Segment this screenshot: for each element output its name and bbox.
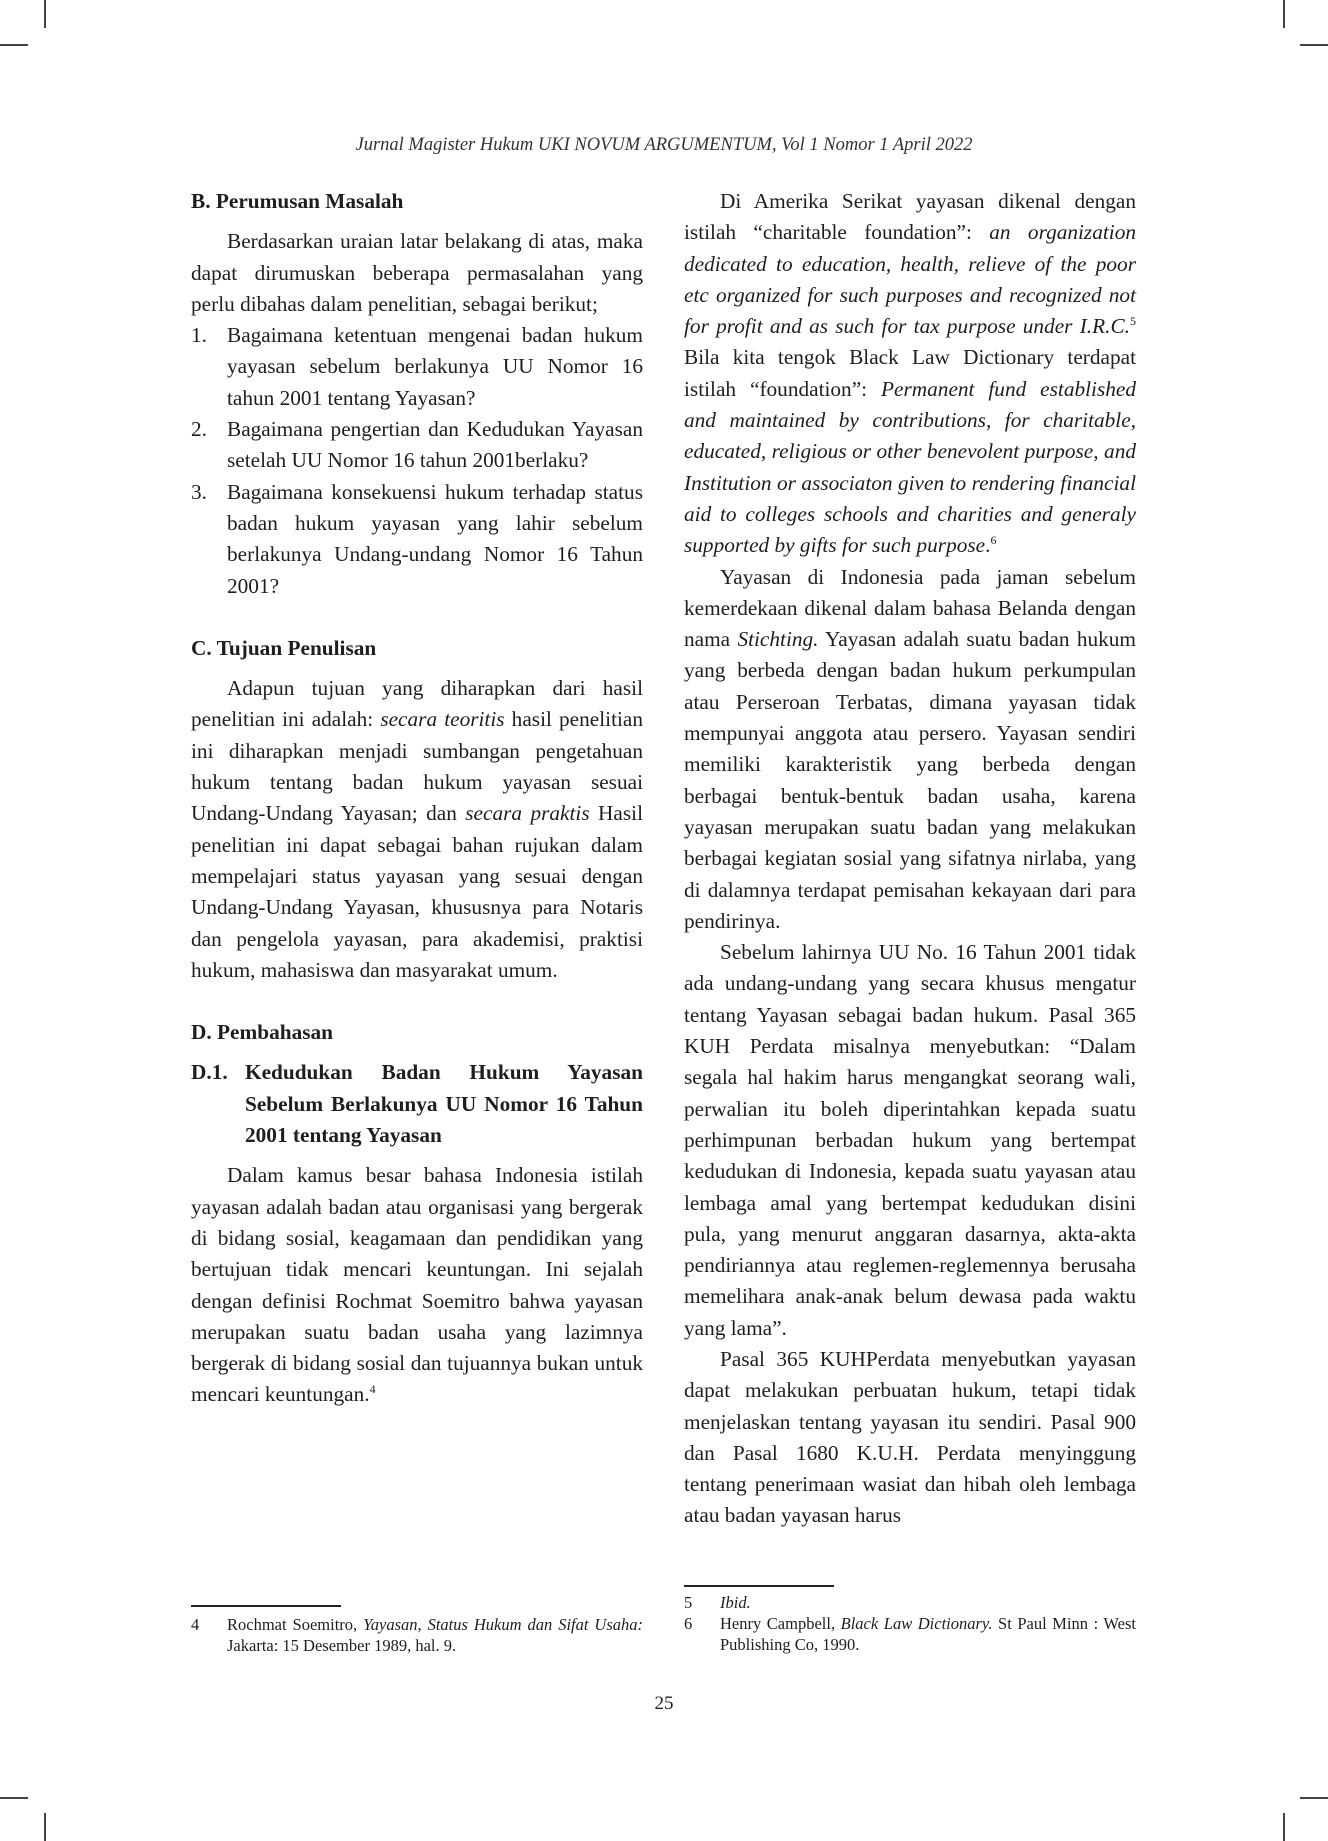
right-column [684,186,1136,1532]
paragraph: Dalam kamus besar bahasa Indonesia istilah yayasan adalah badan atau organisasi yang bergerak di bidang sosial, keagamaan dan pendidikan yang bertujuan tidak mencari keuntungan. Ini sejalah dengan definisi Rochmat Soemitro bahwa yayasan merupakan suatu badan usaha yang lazimnya bergerak di bidang sosial dan tujuannya bukan untuk mencari keuntungan.$^4$ [191,1163,643,1407]
section-heading-b: B. Perumusan Masalah [191,189,404,213]
subsection-heading-d1: D.1. Kedudukan Badan Hukum Yayasan Sebelum Berlakunya UU Nomor 16 Tahun 2001 tentang Yayasan [191,1060,643,1148]
running-header: Jurnal Magister Hukum UKI NOVUM ARGUMENTUM, Vol 1 Nomor 1 April 2022 [355,135,973,155]
crop-mark [1300,44,1328,46]
footnote: 6 Henry Campbell, Black Law Dictionary. St Paul Minn : West Publishing Co, 1990. [684,1614,1136,1654]
footnotes-right [684,1592,1136,1655]
list-item: 1. Bagaimana ketentuan mengenai badan hukum yayasan sebelum berlakunya UU Nomor 16 tahun 2001 tentang Yayasan? [191,323,643,410]
crop-mark [1300,1797,1328,1799]
crop-mark [1283,1813,1285,1841]
paragraph: Pasal 365 KUHPerdata menyebutkan yayasan dapat melakukan perbuatan hukum, tetapi tidak menjelaskan tentang yayasan itu sendiri. Pasal 900 dan Pasal 1680 K.U.H. Perdata menyinggung tentang penerimaan wasiat dan hibah oleh lembaga atau badan yayasan harus [684,1346,1136,1528]
crop-mark [1283,0,1285,28]
left-column [191,186,643,1411]
footnote-ref: 6 [990,533,997,548]
section-heading-d: D. Pembahasan [191,1020,333,1045]
footnote-rule [684,1585,834,1587]
paragraph: Sebelum lahirnya UU No. 16 Tahun 2001 tidak ada undang-undang yang secara khusus mengatur tentang Yayasan sebagai badan hukum. Pasal 365 KUH Perdata misalnya menyebutkan: “Dalam segala hal hakim harus mengangkat seorang wali, perwalian itu boleh diperintahkan kepada suatu perhimpunan berbadan hukum yang bertempat kedudukan di Indonesia, kepada suatu yayasan atau lembaga amal yang bertempat kedudukan disini pula, yang menurut anggaran dasarnya, akta-akta pendiriannya atau reglemen-reglemennya berusaha memelihara anak-anak belum dewasa pada waktu yang lama”. [684,940,1136,1340]
paragraph: Adapun tujuan yang diharapkan dari hasil penelitian ini adalah: secara teoritis hasil penelitian ini diharapkan menjadi sumbangan pengetahuan hukum tentang badan hukum yayasan sesuai Undang-Undang Yayasan; dan secara praktis Hasil penelitian ini dapat sebagai bahan rujukan dalam mempelajari status yayasan yang sesuai dengan Undang-Undang Yayasan, khususnya para Notaris dan pengelola yayasan, para akademisi, praktisi hukum, mahasiswa dan masyarakat umum. [191,676,643,982]
footnote: 4 Rochmat Soemitro, Yayasan, Status Hukum dan Sifat Usaha: Jakarta: 15 Desember 1989, hal. 9. [191,1615,643,1655]
section-heading-c: C. Tujuan Penulisan [191,635,377,660]
crop-mark [44,1813,46,1841]
footnotes-left [191,1614,643,1656]
footnote-rule [191,1605,341,1607]
crop-mark [0,1797,28,1799]
list-item: 2. Bagaimana pengertian dan Kedudukan Yayasan setelah UU Nomor 16 tahun 2001berlaku? [191,417,643,473]
footnote: 5 Ibid. [684,1593,751,1612]
paragraph: Berdasarkan uraian latar belakang di atas, maka dapat dirumuskan beberapa permasalahan yang perlu dibahas dalam penelitian, sebagai berikut; [191,229,643,316]
crop-mark [44,0,46,28]
paragraph: Di Amerika Serikat yayasan dikenal dengan istilah “charitable foundation”: an organization dedicated to education, health, relieve of the poor etc organized for such purposes and recognized not for profit and as such for tax purpose under I.R.C.$^5$ Bila kita tengok Black Law Dictionary terdapat istilah “foundation”: Permanent fund established and maintained by contributions, for charitable, educated, religious or other benevolent purpose, and Institution or associaton given to rendering financial aid to colleges schools and charities and generaly supported by gifts for such purpose.$^6$ [684,189,1137,558]
paragraph: Yayasan di Indonesia pada jaman sebelum kemerdekaan dikenal dalam bahasa Belanda dengan nama Stichting. Yayasan adalah suatu badan hukum yang berbeda dengan badan hukum perkumpulan atau Perseroan Terbatas, dimana yayasan tidak mempunyai anggota atau persero. Yayasan sendiri memiliki karakteristik yang berbeda dengan berbagai bentuk-bentuk badan usaha, karena yayasan merupakan suatu badan yang melakukan berbagai kegiatan sosial yang sifatnya nirlaba, yang di dalamnya terdapat pemisahan kekayaan dari para pendirinya. [684,564,1136,933]
crop-mark [0,44,28,46]
footnote-ref: 4 [369,1382,376,1397]
page-number: 25 [654,1693,674,1714]
problem-list [191,320,643,602]
list-item: 3. Bagaimana konsekuensi hukum terhadap status badan hukum yayasan yang lahir sebelum berlakunya Undang-undang Nomor 16 Tahun 2001? [191,479,643,598]
footnote-ref: 5 [1130,314,1136,329]
